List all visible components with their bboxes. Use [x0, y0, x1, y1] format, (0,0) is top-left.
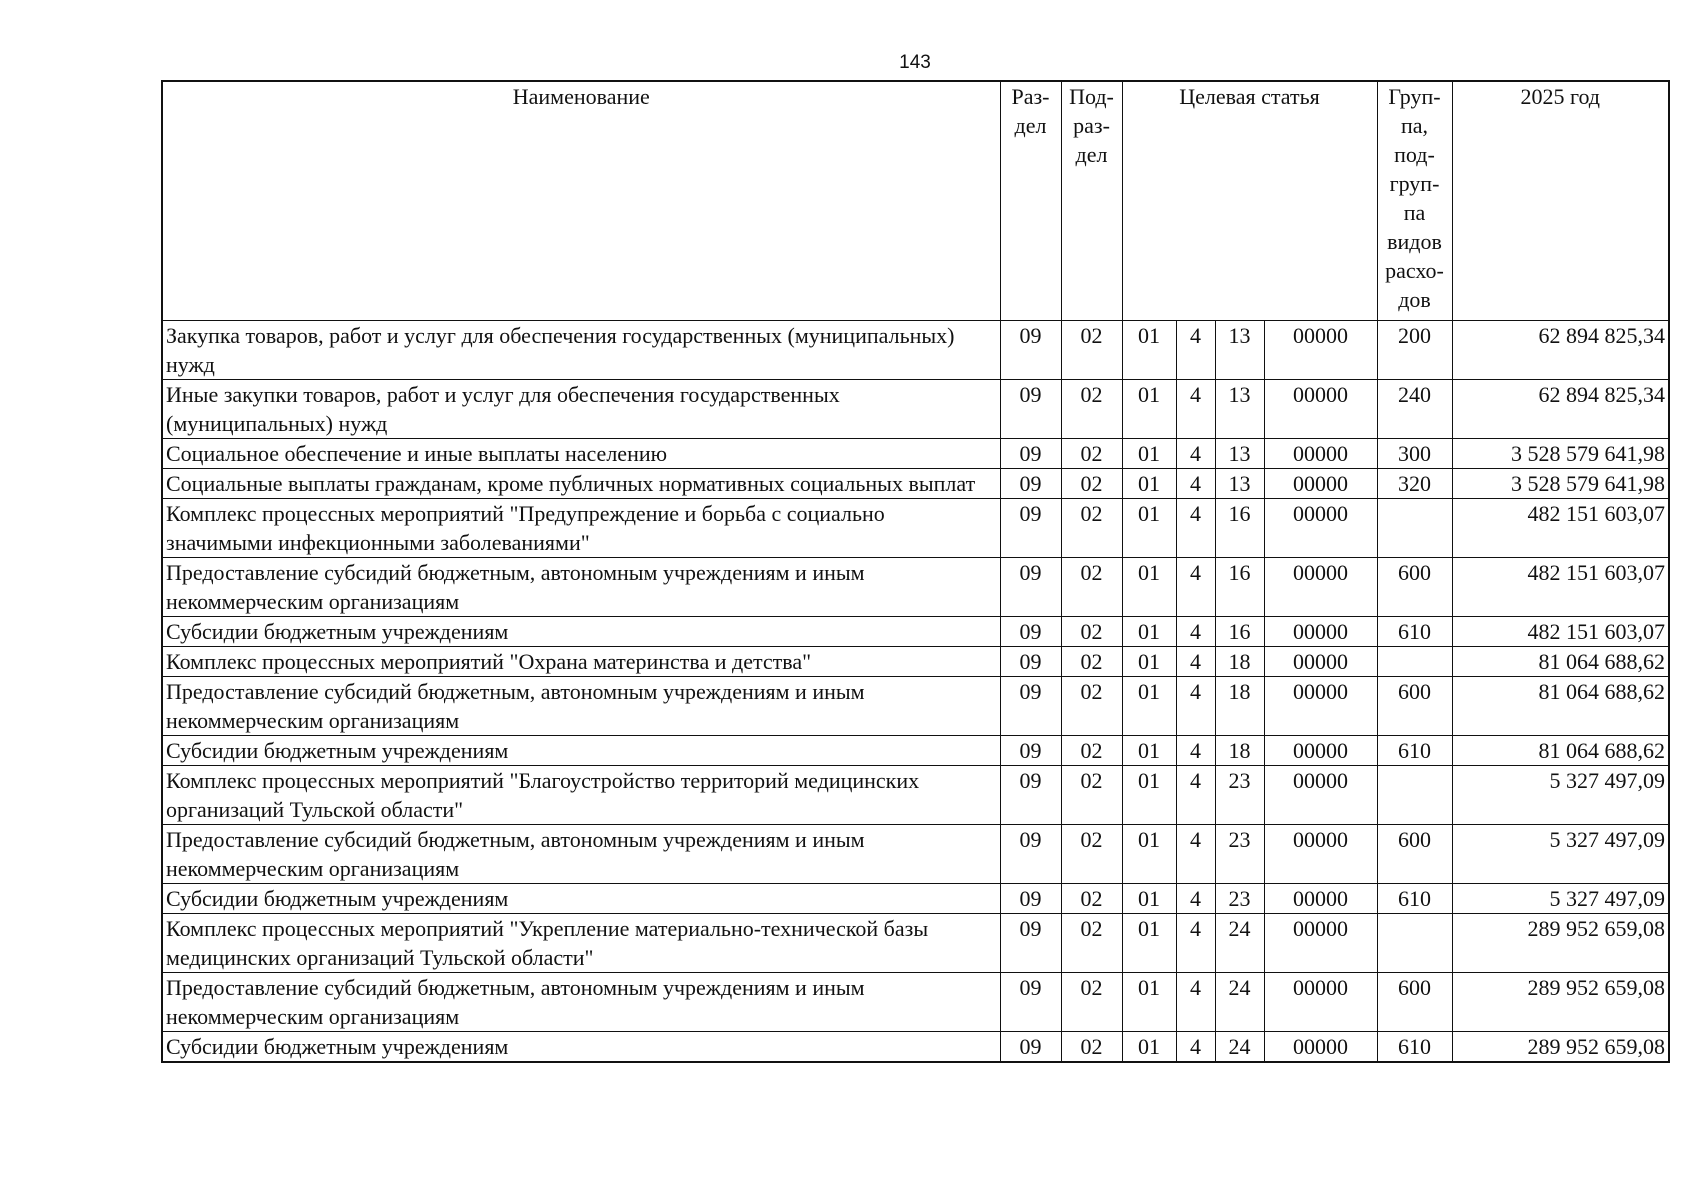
cell-expense-group: 320	[1377, 468, 1452, 498]
cell-name: Иные закупки товаров, работ и услуг для обеспечения государственных (муниципальных) нужд	[162, 379, 1000, 438]
cell-razdel: 09	[1000, 468, 1061, 498]
table-row	[162, 1031, 1669, 1062]
cell-target-program: 01	[1122, 972, 1176, 1031]
cell-target-event: 24	[1215, 1031, 1264, 1062]
cell-target-type: 4	[1176, 676, 1215, 735]
cell-amount: 482 151 603,07	[1452, 498, 1669, 557]
cell-target-direction: 00000	[1264, 468, 1377, 498]
cell-target-direction: 00000	[1264, 824, 1377, 883]
cell-name: Социальное обеспечение и иные выплаты населению	[162, 438, 1000, 468]
cell-podrazdel: 02	[1061, 616, 1122, 646]
cell-expense-group: 600	[1377, 824, 1452, 883]
cell-name: Комплекс процессных мероприятий "Предупреждение и борьба с социально значимыми инфекционными заболеваниями"	[162, 498, 1000, 557]
cell-target-type: 4	[1176, 765, 1215, 824]
cell-name: Предоставление субсидий бюджетным, автономным учреждениям и иным некоммерческим организациям	[162, 676, 1000, 735]
cell-target-direction: 00000	[1264, 438, 1377, 468]
cell-razdel: 09	[1000, 735, 1061, 765]
cell-target-type: 4	[1176, 320, 1215, 379]
table-row	[162, 646, 1669, 676]
cell-target-program: 01	[1122, 824, 1176, 883]
cell-name: Субсидии бюджетным учреждениям	[162, 735, 1000, 765]
cell-target-program: 01	[1122, 676, 1176, 735]
cell-amount: 3 528 579 641,98	[1452, 438, 1669, 468]
cell-name: Субсидии бюджетным учреждениям	[162, 883, 1000, 913]
cell-target-direction: 00000	[1264, 379, 1377, 438]
header-razdel: Раз- дел	[1000, 81, 1061, 320]
cell-target-event: 18	[1215, 735, 1264, 765]
cell-name: Субсидии бюджетным учреждениям	[162, 616, 1000, 646]
cell-target-direction: 00000	[1264, 646, 1377, 676]
cell-target-event: 13	[1215, 468, 1264, 498]
cell-target-direction: 00000	[1264, 765, 1377, 824]
cell-target-direction: 00000	[1264, 913, 1377, 972]
cell-target-event: 24	[1215, 972, 1264, 1031]
table-row	[162, 379, 1669, 438]
cell-name: Предоставление субсидий бюджетным, автономным учреждениям и иным некоммерческим организациям	[162, 824, 1000, 883]
cell-name: Предоставление субсидий бюджетным, автономным учреждениям и иным некоммерческим организациям	[162, 557, 1000, 616]
cell-target-type: 4	[1176, 616, 1215, 646]
page-number: 143	[899, 52, 931, 73]
cell-expense-group	[1377, 765, 1452, 824]
cell-expense-group: 610	[1377, 1031, 1452, 1062]
cell-target-direction: 00000	[1264, 883, 1377, 913]
cell-podrazdel: 02	[1061, 320, 1122, 379]
cell-name: Социальные выплаты гражданам, кроме публичных нормативных социальных выплат	[162, 468, 1000, 498]
table-row	[162, 468, 1669, 498]
cell-target-event: 16	[1215, 557, 1264, 616]
table-row	[162, 676, 1669, 735]
table-row	[162, 616, 1669, 646]
cell-razdel: 09	[1000, 438, 1061, 468]
cell-name: Комплекс процессных мероприятий "Укрепление материально-технической базы медицинских организаций Тульской области"	[162, 913, 1000, 972]
cell-expense-group: 600	[1377, 557, 1452, 616]
cell-podrazdel: 02	[1061, 557, 1122, 616]
table-row	[162, 498, 1669, 557]
cell-podrazdel: 02	[1061, 1031, 1122, 1062]
cell-target-type: 4	[1176, 883, 1215, 913]
cell-amount: 62 894 825,34	[1452, 379, 1669, 438]
cell-target-type: 4	[1176, 438, 1215, 468]
budget-table	[161, 80, 1670, 1063]
cell-target-direction: 00000	[1264, 616, 1377, 646]
cell-amount: 3 528 579 641,98	[1452, 468, 1669, 498]
cell-target-type: 4	[1176, 646, 1215, 676]
cell-expense-group: 610	[1377, 616, 1452, 646]
cell-podrazdel: 02	[1061, 913, 1122, 972]
cell-expense-group: 610	[1377, 735, 1452, 765]
cell-expense-group	[1377, 498, 1452, 557]
cell-razdel: 09	[1000, 616, 1061, 646]
cell-target-event: 13	[1215, 438, 1264, 468]
cell-target-direction: 00000	[1264, 735, 1377, 765]
cell-target-event: 23	[1215, 824, 1264, 883]
table-row	[162, 438, 1669, 468]
cell-amount: 289 952 659,08	[1452, 1031, 1669, 1062]
cell-target-type: 4	[1176, 557, 1215, 616]
header-year-2025: 2025 год	[1452, 81, 1669, 320]
cell-target-event: 18	[1215, 676, 1264, 735]
cell-razdel: 09	[1000, 557, 1061, 616]
cell-podrazdel: 02	[1061, 646, 1122, 676]
cell-target-program: 01	[1122, 557, 1176, 616]
cell-target-program: 01	[1122, 468, 1176, 498]
cell-name: Комплекс процессных мероприятий "Охрана материнства и детства"	[162, 646, 1000, 676]
cell-target-type: 4	[1176, 379, 1215, 438]
cell-podrazdel: 02	[1061, 972, 1122, 1031]
table-header-row	[162, 81, 1669, 320]
cell-podrazdel: 02	[1061, 498, 1122, 557]
cell-target-event: 16	[1215, 498, 1264, 557]
cell-expense-group: 240	[1377, 379, 1452, 438]
header-expense-group: Груп- па, под- груп- па видов расхо- дов	[1377, 81, 1452, 320]
cell-razdel: 09	[1000, 379, 1061, 438]
table-row	[162, 320, 1669, 379]
cell-target-direction: 00000	[1264, 557, 1377, 616]
cell-target-direction: 00000	[1264, 1031, 1377, 1062]
cell-target-type: 4	[1176, 1031, 1215, 1062]
cell-target-program: 01	[1122, 913, 1176, 972]
cell-target-type: 4	[1176, 468, 1215, 498]
table-row	[162, 972, 1669, 1031]
cell-razdel: 09	[1000, 824, 1061, 883]
cell-target-direction: 00000	[1264, 972, 1377, 1031]
cell-target-program: 01	[1122, 320, 1176, 379]
cell-amount: 482 151 603,07	[1452, 557, 1669, 616]
table-row	[162, 883, 1669, 913]
cell-razdel: 09	[1000, 913, 1061, 972]
table-body	[162, 320, 1669, 1062]
cell-target-type: 4	[1176, 498, 1215, 557]
cell-target-program: 01	[1122, 616, 1176, 646]
cell-target-type: 4	[1176, 735, 1215, 765]
cell-target-event: 23	[1215, 765, 1264, 824]
cell-target-type: 4	[1176, 913, 1215, 972]
cell-podrazdel: 02	[1061, 765, 1122, 824]
cell-expense-group: 200	[1377, 320, 1452, 379]
cell-target-event: 18	[1215, 646, 1264, 676]
cell-name: Комплекс процессных мероприятий "Благоустройство территорий медицинских организаций Тульской области"	[162, 765, 1000, 824]
cell-podrazdel: 02	[1061, 438, 1122, 468]
cell-razdel: 09	[1000, 676, 1061, 735]
cell-target-type: 4	[1176, 824, 1215, 883]
cell-amount: 5 327 497,09	[1452, 824, 1669, 883]
cell-target-event: 13	[1215, 379, 1264, 438]
cell-target-direction: 00000	[1264, 676, 1377, 735]
cell-amount: 289 952 659,08	[1452, 913, 1669, 972]
cell-target-event: 23	[1215, 883, 1264, 913]
header-name: Наименование	[162, 81, 1000, 320]
table-row	[162, 557, 1669, 616]
cell-podrazdel: 02	[1061, 468, 1122, 498]
cell-expense-group: 610	[1377, 883, 1452, 913]
cell-amount: 81 064 688,62	[1452, 676, 1669, 735]
cell-razdel: 09	[1000, 320, 1061, 379]
cell-razdel: 09	[1000, 765, 1061, 824]
cell-podrazdel: 02	[1061, 883, 1122, 913]
cell-target-program: 01	[1122, 1031, 1176, 1062]
cell-amount: 5 327 497,09	[1452, 883, 1669, 913]
cell-target-event: 24	[1215, 913, 1264, 972]
table-row	[162, 765, 1669, 824]
cell-name: Закупка товаров, работ и услуг для обеспечения государственных (муниципальных) нужд	[162, 320, 1000, 379]
table-row	[162, 913, 1669, 972]
table-row	[162, 824, 1669, 883]
cell-target-program: 01	[1122, 646, 1176, 676]
cell-target-direction: 00000	[1264, 498, 1377, 557]
cell-razdel: 09	[1000, 646, 1061, 676]
cell-expense-group	[1377, 913, 1452, 972]
cell-target-program: 01	[1122, 379, 1176, 438]
cell-podrazdel: 02	[1061, 379, 1122, 438]
cell-podrazdel: 02	[1061, 676, 1122, 735]
cell-razdel: 09	[1000, 1031, 1061, 1062]
table-row	[162, 735, 1669, 765]
cell-expense-group: 600	[1377, 972, 1452, 1031]
cell-amount: 81 064 688,62	[1452, 646, 1669, 676]
cell-target-event: 16	[1215, 616, 1264, 646]
cell-target-program: 01	[1122, 883, 1176, 913]
cell-podrazdel: 02	[1061, 824, 1122, 883]
cell-amount: 81 064 688,62	[1452, 735, 1669, 765]
cell-expense-group	[1377, 646, 1452, 676]
cell-expense-group: 300	[1377, 438, 1452, 468]
cell-target-program: 01	[1122, 735, 1176, 765]
cell-target-program: 01	[1122, 765, 1176, 824]
cell-target-program: 01	[1122, 438, 1176, 468]
cell-razdel: 09	[1000, 498, 1061, 557]
cell-target-direction: 00000	[1264, 320, 1377, 379]
cell-amount: 5 327 497,09	[1452, 765, 1669, 824]
cell-amount: 62 894 825,34	[1452, 320, 1669, 379]
cell-name: Субсидии бюджетным учреждениям	[162, 1031, 1000, 1062]
cell-podrazdel: 02	[1061, 735, 1122, 765]
cell-target-program: 01	[1122, 498, 1176, 557]
cell-amount: 482 151 603,07	[1452, 616, 1669, 646]
header-target-article: Целевая статья	[1122, 81, 1377, 320]
cell-target-event: 13	[1215, 320, 1264, 379]
cell-razdel: 09	[1000, 972, 1061, 1031]
cell-expense-group: 600	[1377, 676, 1452, 735]
cell-name: Предоставление субсидий бюджетным, автономным учреждениям и иным некоммерческим организациям	[162, 972, 1000, 1031]
cell-target-type: 4	[1176, 972, 1215, 1031]
cell-amount: 289 952 659,08	[1452, 972, 1669, 1031]
header-podrazdel: Под- раз- дел	[1061, 81, 1122, 320]
cell-razdel: 09	[1000, 883, 1061, 913]
